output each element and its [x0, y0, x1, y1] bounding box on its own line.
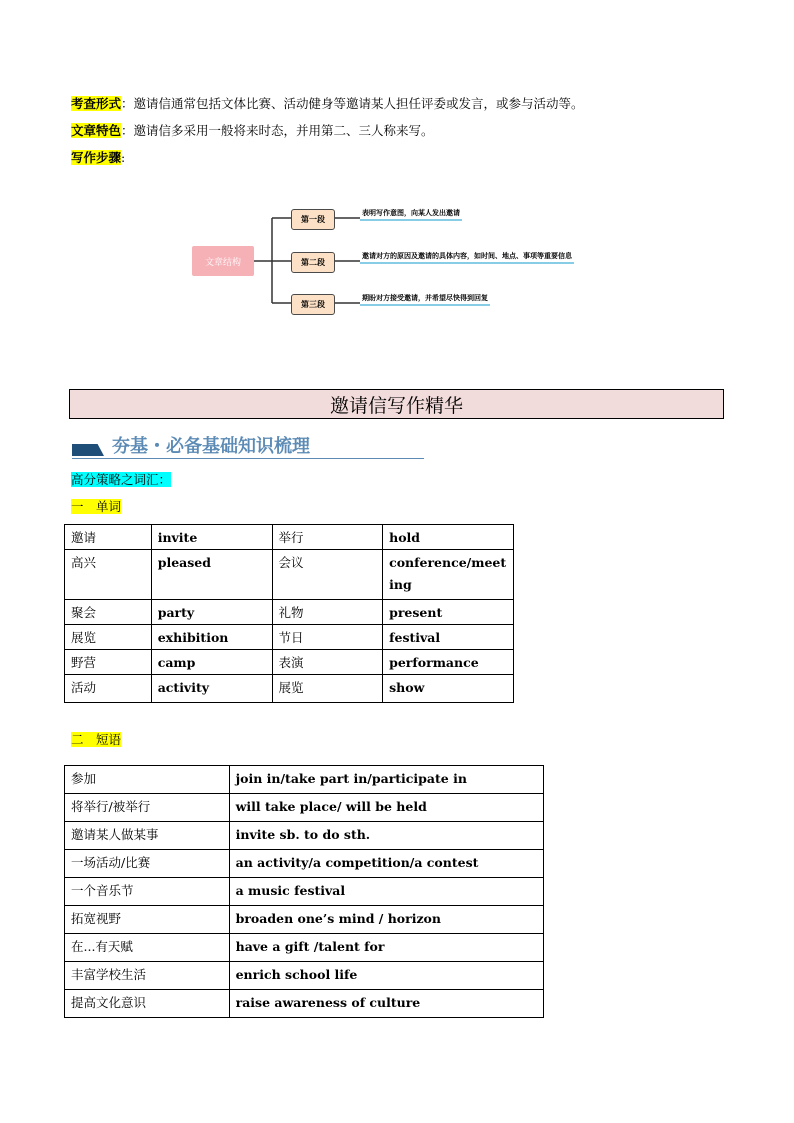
words-heading-line — [71, 497, 121, 517]
phrase-en: enrich school life — [229, 962, 543, 990]
table-row — [65, 675, 514, 703]
word-en: hold — [383, 525, 514, 550]
mindmap-desc-3: 期盼对方接受邀请，并希望尽快得到回复 — [360, 292, 490, 306]
phrases-heading-line — [71, 730, 121, 750]
word-en: conference/meeting — [383, 550, 514, 600]
features-label: 文章特色 — [71, 123, 122, 138]
words-table — [64, 524, 514, 703]
phrase-en: an activity/a competition/a contest — [229, 850, 543, 878]
exam-form-label: 考查形式 — [71, 96, 122, 111]
phrase-en: raise awareness of culture — [229, 990, 543, 1018]
word-cn: 活动 — [65, 675, 152, 703]
mindmap-connectors — [0, 0, 794, 400]
section-bar-decoration — [72, 444, 104, 456]
mindmap-desc-2: 邀请对方的原因及邀请的具体内容，如时间、地点、事项等重要信息 — [360, 250, 574, 264]
mindmap-node-2: 第二段 — [291, 252, 335, 273]
table-row — [65, 906, 544, 934]
word-cn: 节日 — [272, 625, 383, 650]
mindmap-node-3: 第三段 — [291, 294, 335, 315]
table-row — [65, 525, 514, 550]
phrase-en: have a gift /talent for — [229, 934, 543, 962]
exam-form-text: ：邀请信通常包括文体比赛、活动健身等邀请某人担任评委或发言，或参与活动等。 — [121, 96, 584, 111]
phrase-cn: 一个音乐节 — [65, 878, 230, 906]
word-en: pleased — [151, 550, 272, 600]
phrase-en: invite sb. to do sth. — [229, 822, 543, 850]
word-en: exhibition — [151, 625, 272, 650]
phrase-cn: 将举行/被举行 — [65, 794, 230, 822]
word-en: present — [383, 600, 514, 625]
phrase-cn: 一场活动/比赛 — [65, 850, 230, 878]
word-cn: 野营 — [65, 650, 152, 675]
table-row — [65, 850, 544, 878]
word-cn: 高兴 — [65, 550, 152, 600]
phrase-en: will take place/ will be held — [229, 794, 543, 822]
word-cn: 举行 — [272, 525, 383, 550]
phrases-heading: 二 短语 — [71, 732, 122, 747]
mindmap-node-1: 第一段 — [291, 209, 335, 230]
word-cn: 聚会 — [65, 600, 152, 625]
phrase-cn: 参加 — [65, 766, 230, 794]
section-title: 夯基・必备基础知识梳理 — [112, 436, 310, 457]
section-underline — [72, 458, 424, 459]
table-row — [65, 650, 514, 675]
word-cn: 展览 — [272, 675, 383, 703]
word-cn: 表演 — [272, 650, 383, 675]
word-en: show — [383, 675, 514, 703]
mindmap-root: 文章结构 — [192, 246, 254, 276]
table-row — [65, 878, 544, 906]
word-cn: 会议 — [272, 550, 383, 600]
table-row — [65, 822, 544, 850]
phrase-cn: 邀请某人做某事 — [65, 822, 230, 850]
table-row — [65, 625, 514, 650]
vocab-heading-line — [71, 470, 171, 490]
words-heading: 一 单词 — [71, 499, 122, 514]
word-en: activity — [151, 675, 272, 703]
table-row — [65, 934, 544, 962]
phrase-cn: 拓宽视野 — [65, 906, 230, 934]
phrase-cn: 提高文化意识 — [65, 990, 230, 1018]
table-row — [65, 766, 544, 794]
vocab-heading: 高分策略之词汇： — [71, 472, 172, 487]
word-cn: 礼物 — [272, 600, 383, 625]
phrase-cn: 丰富学校生活 — [65, 962, 230, 990]
phrase-en: join in/take part in/participate in — [229, 766, 543, 794]
phrase-en: a music festival — [229, 878, 543, 906]
table-row — [65, 600, 514, 625]
steps-text: : — [121, 150, 126, 165]
phrase-en: broaden one’s mind / horizon — [229, 906, 543, 934]
features-text: ：邀请信多采用一般将来时态，并用第二、三人称来写。 — [121, 123, 434, 138]
word-en: performance — [383, 650, 514, 675]
word-en: camp — [151, 650, 272, 675]
page-banner: 邀请信写作精华 — [69, 389, 724, 419]
word-cn: 展览 — [65, 625, 152, 650]
steps-label: 写作步骤 — [71, 150, 122, 165]
table-row — [65, 962, 544, 990]
mindmap-desc-1: 表明写作意图，向某人发出邀请 — [360, 207, 462, 221]
table-row — [65, 550, 514, 600]
phrases-table — [64, 765, 544, 1018]
word-en: festival — [383, 625, 514, 650]
word-en: invite — [151, 525, 272, 550]
table-row — [65, 990, 544, 1018]
section-heading — [72, 432, 424, 460]
word-cn: 邀请 — [65, 525, 152, 550]
table-row — [65, 794, 544, 822]
phrase-cn: 在...有天赋 — [65, 934, 230, 962]
word-en: party — [151, 600, 272, 625]
